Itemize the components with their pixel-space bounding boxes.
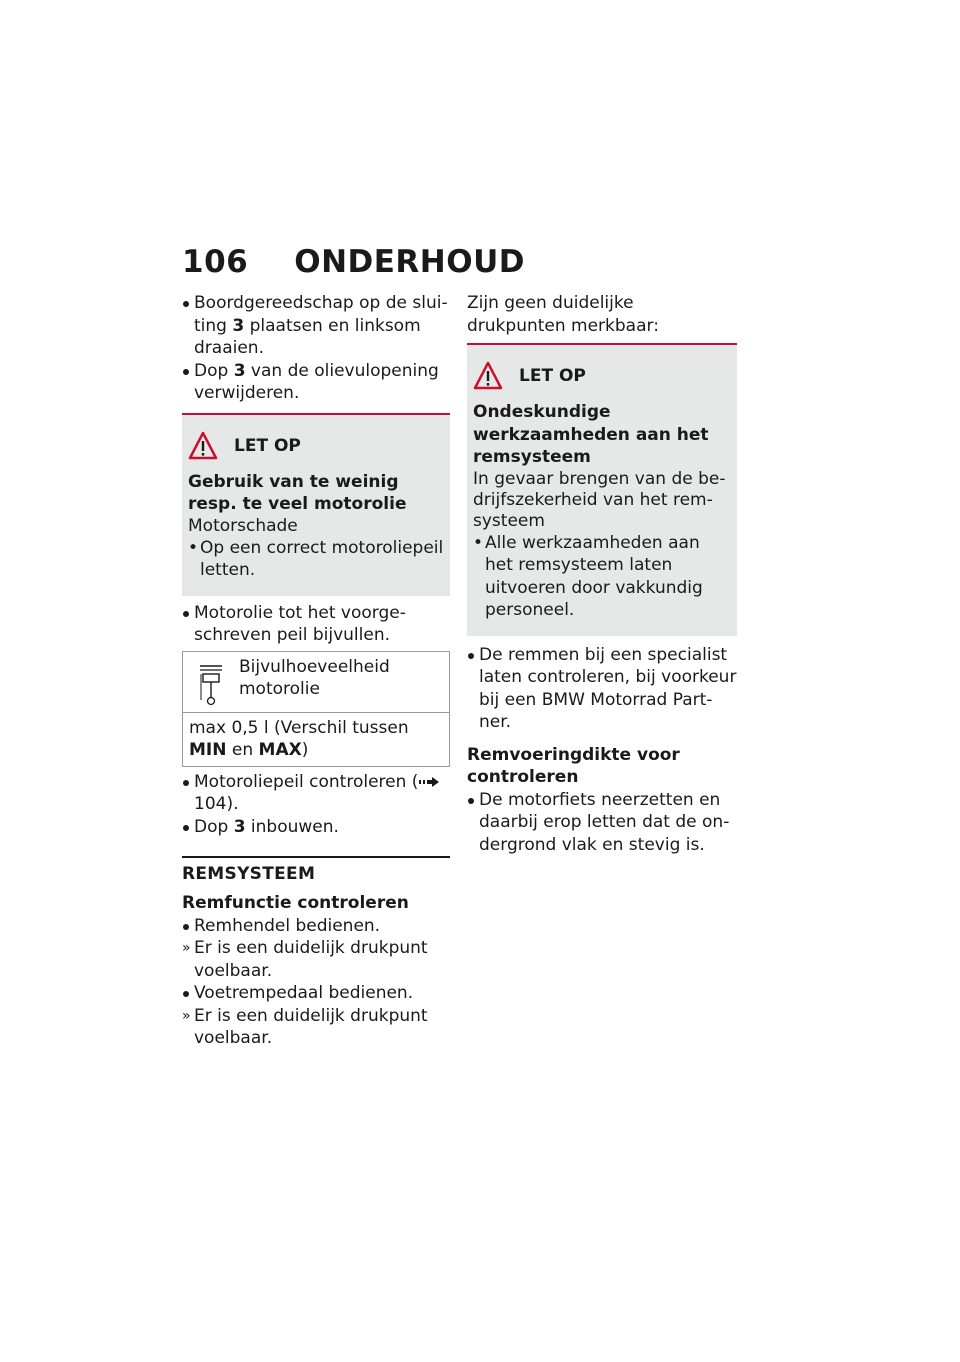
list-item: Boordgereedschap op de sluiting 3 plaatsen en linksom draaien. [182,292,450,360]
page-title: ONDERHOUD [294,244,525,280]
subsection-title: Remfunctie controleren [182,893,409,913]
subsection-title: Remvoeringdikte voor controleren [467,744,680,787]
list-item: Voetrempedaal bedienen. [182,982,450,1005]
list-item: Remhendel bedienen. [182,915,450,938]
result-item: » Er is een duidelijk drukpunt voelbaar. [182,937,450,982]
warning-label: LET OP [234,435,301,456]
warning-title: Gebruik van te weinig resp. te veel motorolie [188,471,407,514]
page-reference-arrow-icon [418,776,442,788]
warning-title: Ondeskundige werkzaamheden aan het remsysteem [473,402,709,467]
right-column [467,292,737,856]
warning-label: LET OP [519,366,586,386]
section-remsysteem [182,856,450,1050]
warning-box-oil [182,413,450,596]
list-item: Dop 3 van de olievulopening verwijderen. [182,360,450,405]
list-item: Motoroliepeil controleren ( 104). [182,771,450,816]
paragraph: Zijn geen duidelijke drukpunten merkbaar: [467,293,659,336]
warning-triangle-icon [473,361,503,391]
warning-triangle-icon [188,431,218,461]
list-item: Motorolie tot het voorgeschreven peil bijvullen. [182,602,450,647]
list-item: Dop 3 inbouwen. [182,816,450,839]
left-column [182,292,450,1050]
spec-label: Bijvulhoeveelheid motorolie [239,656,390,699]
oil-fill-icon [197,664,225,706]
page-reference[interactable]: 104). [194,794,239,814]
warning-box-brakes [467,343,737,636]
warning-action: • Op een correct motoroliepeil letten. [188,537,444,582]
page-header [182,244,525,284]
warning-action: • Alle werkzaamheden aan het remsysteem laten uitvoeren door vakkundig personeel. [473,532,731,622]
result-item: » Er is een duidelijk drukpunt voelbaar. [182,1005,450,1050]
warning-consequence: In gevaar brengen van de bedrijfszekerheid van het remsysteem [473,468,726,531]
section-title: REMSYSTEEM [182,864,316,884]
list-item: De motorfiets neerzetten en daarbij erop letten dat de ondergrond vlak en stevig is. [467,789,737,857]
spec-value: max 0,5 l (Verschil tussen MIN en MAX) [189,717,409,760]
page-number: 106 [182,244,249,280]
spec-table-oil [182,651,450,767]
warning-consequence: Motorschade [188,515,298,536]
list-item: De remmen bij een specialist laten controleren, bij voorkeur bij een BMW Motorrad Partner. [467,644,737,734]
